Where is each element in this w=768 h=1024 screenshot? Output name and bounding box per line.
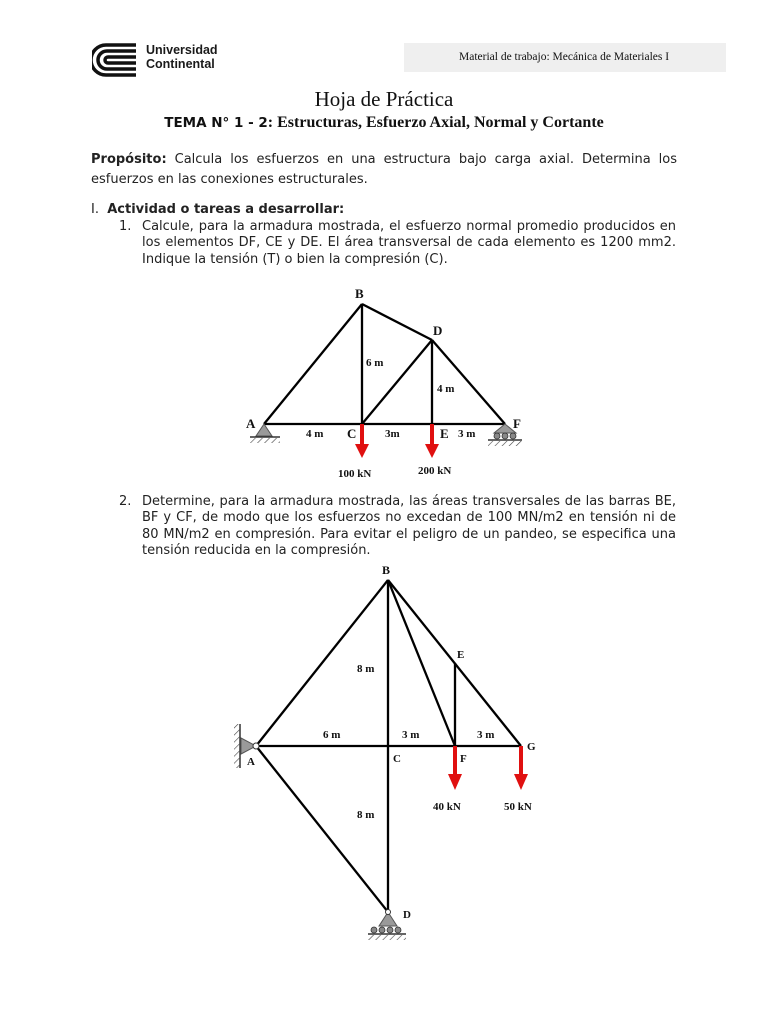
problem-2-text: Determine, para la armadura mostrada, las áreas transversales de las barras BE, BF y CF, de modo que los esfuerzos no excedan de 100 MN/m2 en tensión ni de 80 MN/m2 en compresión. Para evitar el peligro de un pandeo, se especifica una tensión reducida en la compresión. (142, 494, 676, 558)
load-label-c: 100 kN (338, 468, 372, 480)
node-label-a: A (246, 416, 256, 431)
dim-label-fg: 3 m (477, 729, 495, 741)
node-label-f: F (513, 416, 521, 431)
continental-logo-icon (92, 42, 140, 78)
member-b-f (388, 580, 455, 746)
section-title: Actividad o tareas a desarrollar: (107, 202, 345, 217)
problem-2-number: 2. (119, 494, 132, 509)
node-label-g: G (527, 741, 536, 753)
section-heading (91, 200, 491, 220)
truss-2-members (256, 580, 521, 912)
dim-label-cd: 8 m (357, 809, 375, 821)
node-label-f: F (460, 753, 467, 765)
member-a-d (256, 746, 388, 912)
node-label-c: C (347, 426, 357, 441)
node-label-d: D (433, 323, 443, 338)
university-logo (92, 42, 252, 78)
pin-support-d (368, 910, 406, 941)
node-label-b: B (355, 286, 364, 301)
node-label-e: E (440, 426, 449, 441)
load-arrow-e (425, 424, 439, 458)
load-label-f: 40 kN (433, 801, 461, 813)
dim-label-ac: 4 m (306, 428, 324, 440)
dim-label-bc: 8 m (357, 663, 375, 675)
truss-1-members (264, 304, 505, 424)
dim-label-ac: 6 m (323, 729, 341, 741)
purpose-label: Propósito: (91, 152, 167, 167)
node-label-c: C (393, 753, 401, 765)
purpose-text: Calcula los esfuerzos en una estructura bajo carga axial. Determina los esfuerzos en las conexiones estructurales. (91, 152, 677, 187)
member-c-d (362, 340, 432, 424)
course-header-box (404, 43, 726, 72)
member-d-f (432, 340, 505, 424)
dim-label-de: 4 m (437, 383, 455, 395)
load-label-g: 50 kN (504, 801, 532, 813)
dim-label-bc: 6 m (366, 357, 384, 369)
member-a-b (264, 304, 362, 424)
node-label-a: A (247, 756, 255, 768)
topic-text: : Estructuras, Esfuerzo Axial, Normal y Cortante (267, 114, 604, 131)
dim-label-ce: 3m (385, 428, 400, 440)
problem-1-number: 1. (119, 219, 132, 234)
dim-label-ef: 3 m (458, 428, 476, 440)
problem-1-text: Calcule, para la armadura mostrada, el esfuerzo normal promedio producidos en los elementos DF, CE y DE. El área transversal de cada elemento es 1200 mm2. Indique la tensión (T) o bien la compresión (C). (142, 219, 676, 267)
course-material-label: Material de trabajo: Mecánica de Materiales I (459, 51, 670, 63)
node-label-d: D (403, 909, 411, 921)
topic-label: TEMA N° 1 - 2 (164, 115, 268, 131)
logo-line-2: Continental (146, 57, 215, 71)
dim-label-cf: 3 m (402, 729, 420, 741)
page-title: Hoja de Práctica (314, 87, 454, 111)
truss-figure-2 (225, 558, 555, 950)
purpose-paragraph (91, 150, 677, 190)
logo-line-1: Universidad (146, 43, 218, 57)
load-arrow-c (355, 424, 369, 458)
truss-figure-1 (230, 280, 540, 485)
node-label-b: B (382, 563, 391, 577)
section-number: I. (91, 202, 99, 217)
load-label-e: 200 kN (418, 465, 452, 477)
member-b-d (362, 304, 432, 340)
node-label-e: E (457, 649, 465, 661)
page-subtitle (0, 114, 768, 132)
load-arrow-g (514, 746, 528, 790)
